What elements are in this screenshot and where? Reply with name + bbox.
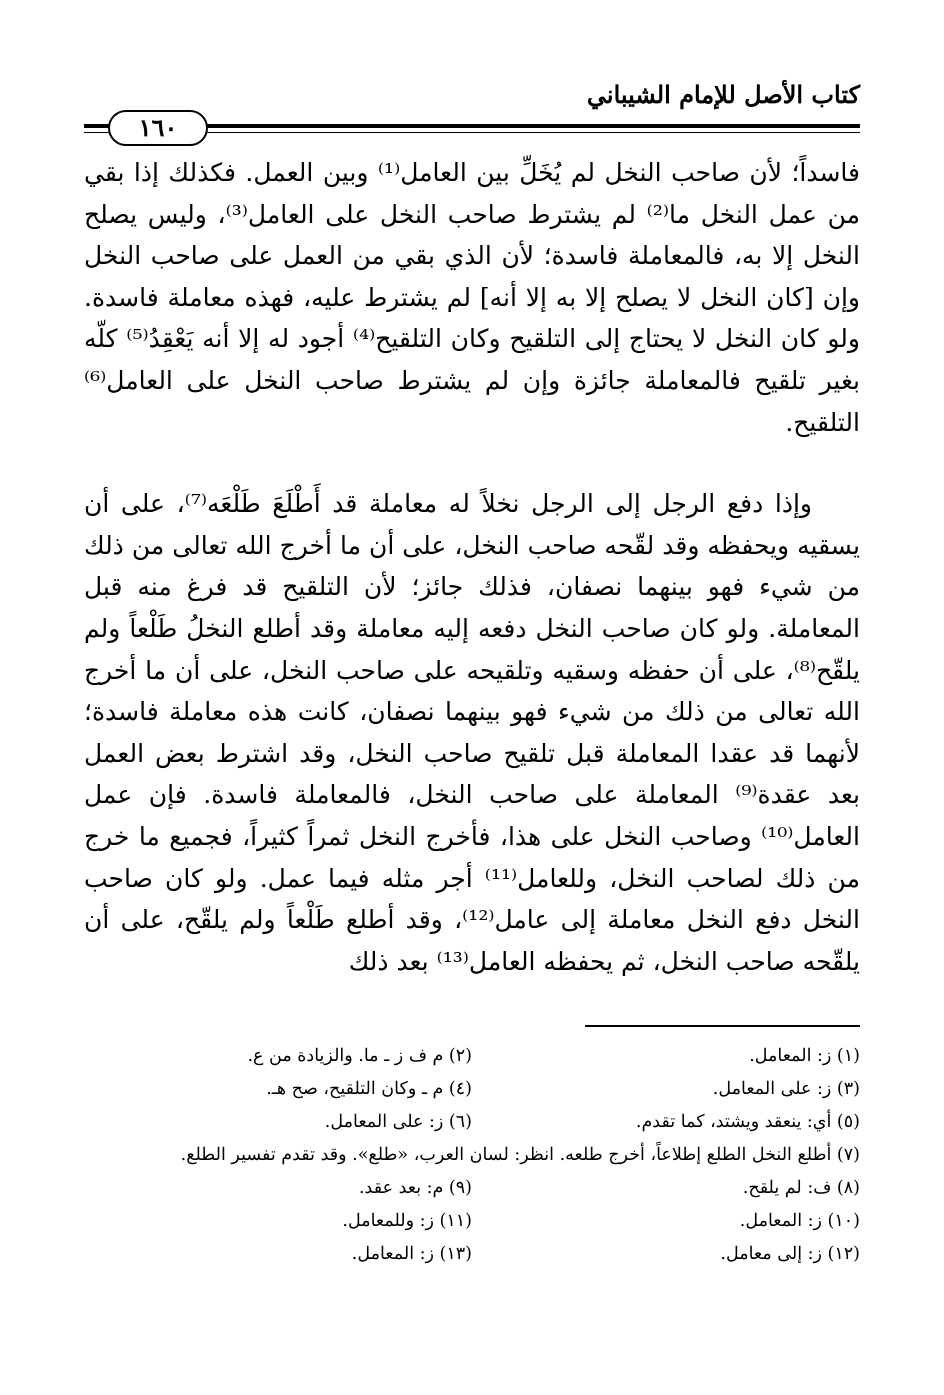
paragraph-2: وإذا دفع الرجل إلى الرجل نخلاً له معاملة قد أَطْلَعَ طَلْعَه⁽⁷⁾، على أن يسقيه ويحفظه وقد لقّحه صاحب النخل، على أن ما أخرج الله تعالى من ذلك من شيء فهو بينهما نصفان، فذلك جائز؛ لأن التلقيح قد فرغ منه قبل المعاملة. ولو كان صاحب النخل دفعه إليه معاملة وقد أطلع النخلُ طَلْعاً ولم يلقّح⁽⁸⁾، على أن حفظه وسقيه وتلقيحه على صاحب النخل، على أن ما أخرج الله تعالى من ذلك من شيء فهو بينهما نصفان، كانت هذه معاملة فاسدة؛ لأنهما قد عقدا المعاملة قبل تلقيح صاحب النخل، وقد اشترط بعض العمل بعد عقدة⁽⁹⁾ المعاملة على صاحب النخل، فالمعاملة فاسدة. فإن عمل العامل⁽¹⁰⁾ وصاحب النخل على هذا، فأخرج النخل ثمراً كثيراً، فجميع ما خرج من ذلك لصاحب النخل، وللعامل⁽¹¹⁾ أجر مثله فيما عمل. ولو كان صاحب النخل دفع النخل معاملة إلى عامل⁽¹²⁾، وقد أطلع طَلْعاً ولم يلقّح، على أن يلقّحه صاحب النخل، ثم يحفظه العامل⁽¹³⁾ بعد ذلك	[84, 489, 860, 976]
footnote-6: (٦) ز: على المعامل.	[324, 1112, 472, 1132]
footnote-5: (٥) أي: ينعقد ويشتد، كما تقدم.	[635, 1112, 860, 1132]
footnote-4: (٤) م ـ وكان التلقيح، صح هـ.	[266, 1079, 472, 1099]
footnote-1: (١) ز: المعامل.	[749, 1046, 860, 1066]
footnote-7: (٧) أطلع النخل الطلع إطلاعاً، أخرج طلعه. انظر: لسان العرب، «طلع». وقد تقدم تفسير الطلع.	[180, 1145, 860, 1165]
footnote-10: (١٠) ز: المعامل.	[739, 1211, 860, 1231]
footnote-8: (٨) ف: لم يلقح.	[742, 1178, 860, 1198]
page-header	[84, 80, 860, 142]
paragraph-1: فاسداً؛ لأن صاحب النخل لم يُخَلِّ بين العامل⁽¹⁾ وبين العمل. فكذلك إذا بقي من عمل النخل ما⁽²⁾ لم يشترط صاحب النخل على العامل⁽³⁾، وليس يصلح النخل إلا به، فالمعاملة فاسدة؛ لأن الذي بقي من العمل على صاحب النخل وإن [كان النخل لا يصلح إلا به إلا أنه] لم يشترط عليه، فهذه معاملة فاسدة. ولو كان النخل لا يحتاج إلى التلقيح وكان التلقيح⁽⁴⁾ أجود له إلا أنه يَعْقِدُ⁽⁵⁾ كلّه بغير تلقيح فالمعاملة جائزة وإن لم يشترط صاحب النخل على العامل⁽⁶⁾ التلقيح.	[84, 158, 861, 437]
book-title: كتاب الأصل للإمام الشيباني	[586, 80, 860, 109]
footnote-separator	[585, 1025, 860, 1027]
footnote-11: (١١) ز: وللمعامل.	[342, 1211, 472, 1231]
footnote-2: (٢) م ف ز ـ ما. والزيادة من ع.	[247, 1046, 472, 1066]
footnote-13: (١٣) ز: المعامل.	[351, 1244, 472, 1264]
footnote-12: (١٢) ز: إلى معامل.	[720, 1244, 860, 1264]
footnote-row	[84, 1205, 860, 1238]
main-text	[84, 152, 860, 982]
footnote-row	[84, 1073, 860, 1106]
footnote-row	[84, 1139, 860, 1172]
footnote-row	[84, 1238, 860, 1271]
footnote-row	[84, 1040, 860, 1073]
footnotes	[84, 1040, 860, 1271]
footnote-row	[84, 1172, 860, 1205]
footnote-3: (٣) ز: على المعامل.	[712, 1079, 860, 1099]
footnote-9: (٩) م: بعد عقد.	[358, 1178, 472, 1198]
page-number-badge: ١٦٠	[108, 110, 208, 146]
footnote-row	[84, 1106, 860, 1139]
